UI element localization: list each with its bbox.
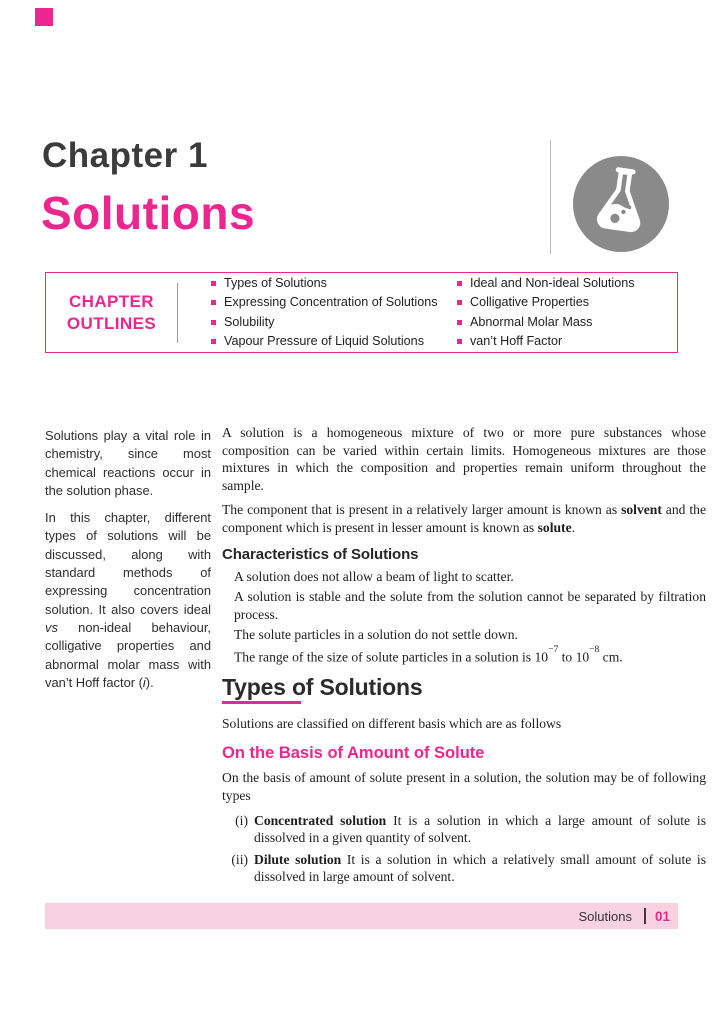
basis-intro-paragraph: On the basis of amount of solute present in a solution, the solution may be of following types xyxy=(222,770,706,804)
chapter-outlines-title-line1: CHAPTER xyxy=(69,291,154,311)
characteristic-item: The range of the size of solute particles in a solution is $10^{-7}$ to $10^{-8}$ cm. xyxy=(234,644,623,665)
bullet-square-icon xyxy=(457,339,462,344)
outline-item xyxy=(211,293,457,312)
solution-types-list xyxy=(222,812,706,886)
outline-item xyxy=(457,274,677,293)
bullet-square-icon xyxy=(211,339,216,344)
outline-item-label: Ideal and Non-ideal Solutions xyxy=(470,276,635,291)
list-item-text: Concentrated solution It is a solution in which a large amount of solute is dissolved in a given quantity of solvent. xyxy=(254,812,706,846)
footer-divider-line xyxy=(644,908,646,924)
outlines-column-1 xyxy=(211,274,457,351)
characteristic-item: The solute particles in a solution do not settle down. xyxy=(234,626,518,642)
chapter-label: Chapter 1 xyxy=(42,136,208,175)
types-intro-paragraph: Solutions are classified on different basis which are as follows xyxy=(222,716,562,732)
header-divider-line xyxy=(550,140,551,254)
bullet-square-icon xyxy=(211,320,216,325)
superscript-exponent: −8 xyxy=(589,644,600,655)
bullet-square-icon xyxy=(211,300,216,305)
superscript-exponent: −7 xyxy=(548,644,559,655)
main-text-column xyxy=(222,424,706,886)
page-number: 01 xyxy=(654,908,670,924)
types-of-solutions-heading: Types of Solutions xyxy=(222,674,423,701)
outlines-lists xyxy=(178,274,677,351)
footer-section-label: Solutions xyxy=(578,908,632,924)
outline-item xyxy=(211,332,457,351)
outline-item-label: Vapour Pressure of Liquid Solutions xyxy=(224,333,424,348)
outline-item-label: Colligative Properties xyxy=(470,295,589,310)
list-item-text: Dilute solution It is a solution in which a relatively small amount of solute is dissolved in large amount of solvent. xyxy=(254,851,706,885)
outline-item-label: Expressing Concentration of Solutions xyxy=(224,295,438,310)
bullet-square-icon xyxy=(457,320,462,325)
component-paragraph: The component that is present in a relatively larger amount is known as solvent and the component which is present in lesser amount is known as solute. xyxy=(222,502,706,535)
chapter-outlines-title xyxy=(46,291,177,335)
outline-item-label: Abnormal Molar Mass xyxy=(470,314,593,329)
outline-item-label: van’t Hoff Factor xyxy=(470,333,563,348)
bullet-square-icon xyxy=(457,300,462,305)
basis-of-amount-heading: On the Basis of Amount of Solute xyxy=(222,743,485,762)
outline-item-label: Types of Solutions xyxy=(224,276,327,291)
list-item-number: (ii) xyxy=(231,851,248,867)
page-title: Solutions xyxy=(41,187,256,239)
chapter-outlines-box xyxy=(45,272,678,353)
bullet-square-icon xyxy=(211,281,216,286)
outline-item xyxy=(211,274,457,293)
characteristic-item: A solution does not allow a beam of light to scatter. xyxy=(234,569,514,585)
outline-item xyxy=(211,313,457,332)
characteristics-heading: Characteristics of Solutions xyxy=(222,545,419,563)
characteristic-item: A solution is stable and the solute from the solution cannot be separated by filtration process. xyxy=(234,589,706,622)
sidebar-paragraph-1: Solutions play a vital role in chemistry, since most chemical reactions occur in the solution phase. xyxy=(45,428,211,498)
heading-underline-accent xyxy=(222,701,301,705)
characteristics-list xyxy=(222,568,706,666)
footer-bar xyxy=(45,903,678,929)
outline-item xyxy=(457,293,677,312)
outlines-column-2 xyxy=(457,274,677,351)
sidebar-paragraph-2: In this chapter, different types of solutions will be discussed, along with standard methods of expressing concentration solution. It also covers ideal vs non-ideal behaviour, colligative properties and abnormal molar mass with van’t Hoff factor (i). xyxy=(45,510,211,690)
outline-item xyxy=(457,313,677,332)
list-item xyxy=(222,851,706,886)
intro-paragraph: A solution is a homogeneous mixture of two or more pure substances whose composition can be varied within certain limits. Homogeneous mixtures are those mixtures in which the composition and properties remain uniform throughout the sample. xyxy=(222,425,706,493)
sidebar-intro-column xyxy=(45,427,211,692)
page-corner-mark xyxy=(35,8,53,26)
list-item-number: (i) xyxy=(235,812,248,828)
list-item xyxy=(222,812,706,847)
outline-item-label: Solubility xyxy=(224,314,275,329)
flask-icon xyxy=(573,156,669,252)
outline-item xyxy=(457,332,677,351)
bullet-square-icon xyxy=(457,281,462,286)
chapter-outlines-title-line2: OUTLINES xyxy=(66,313,157,333)
